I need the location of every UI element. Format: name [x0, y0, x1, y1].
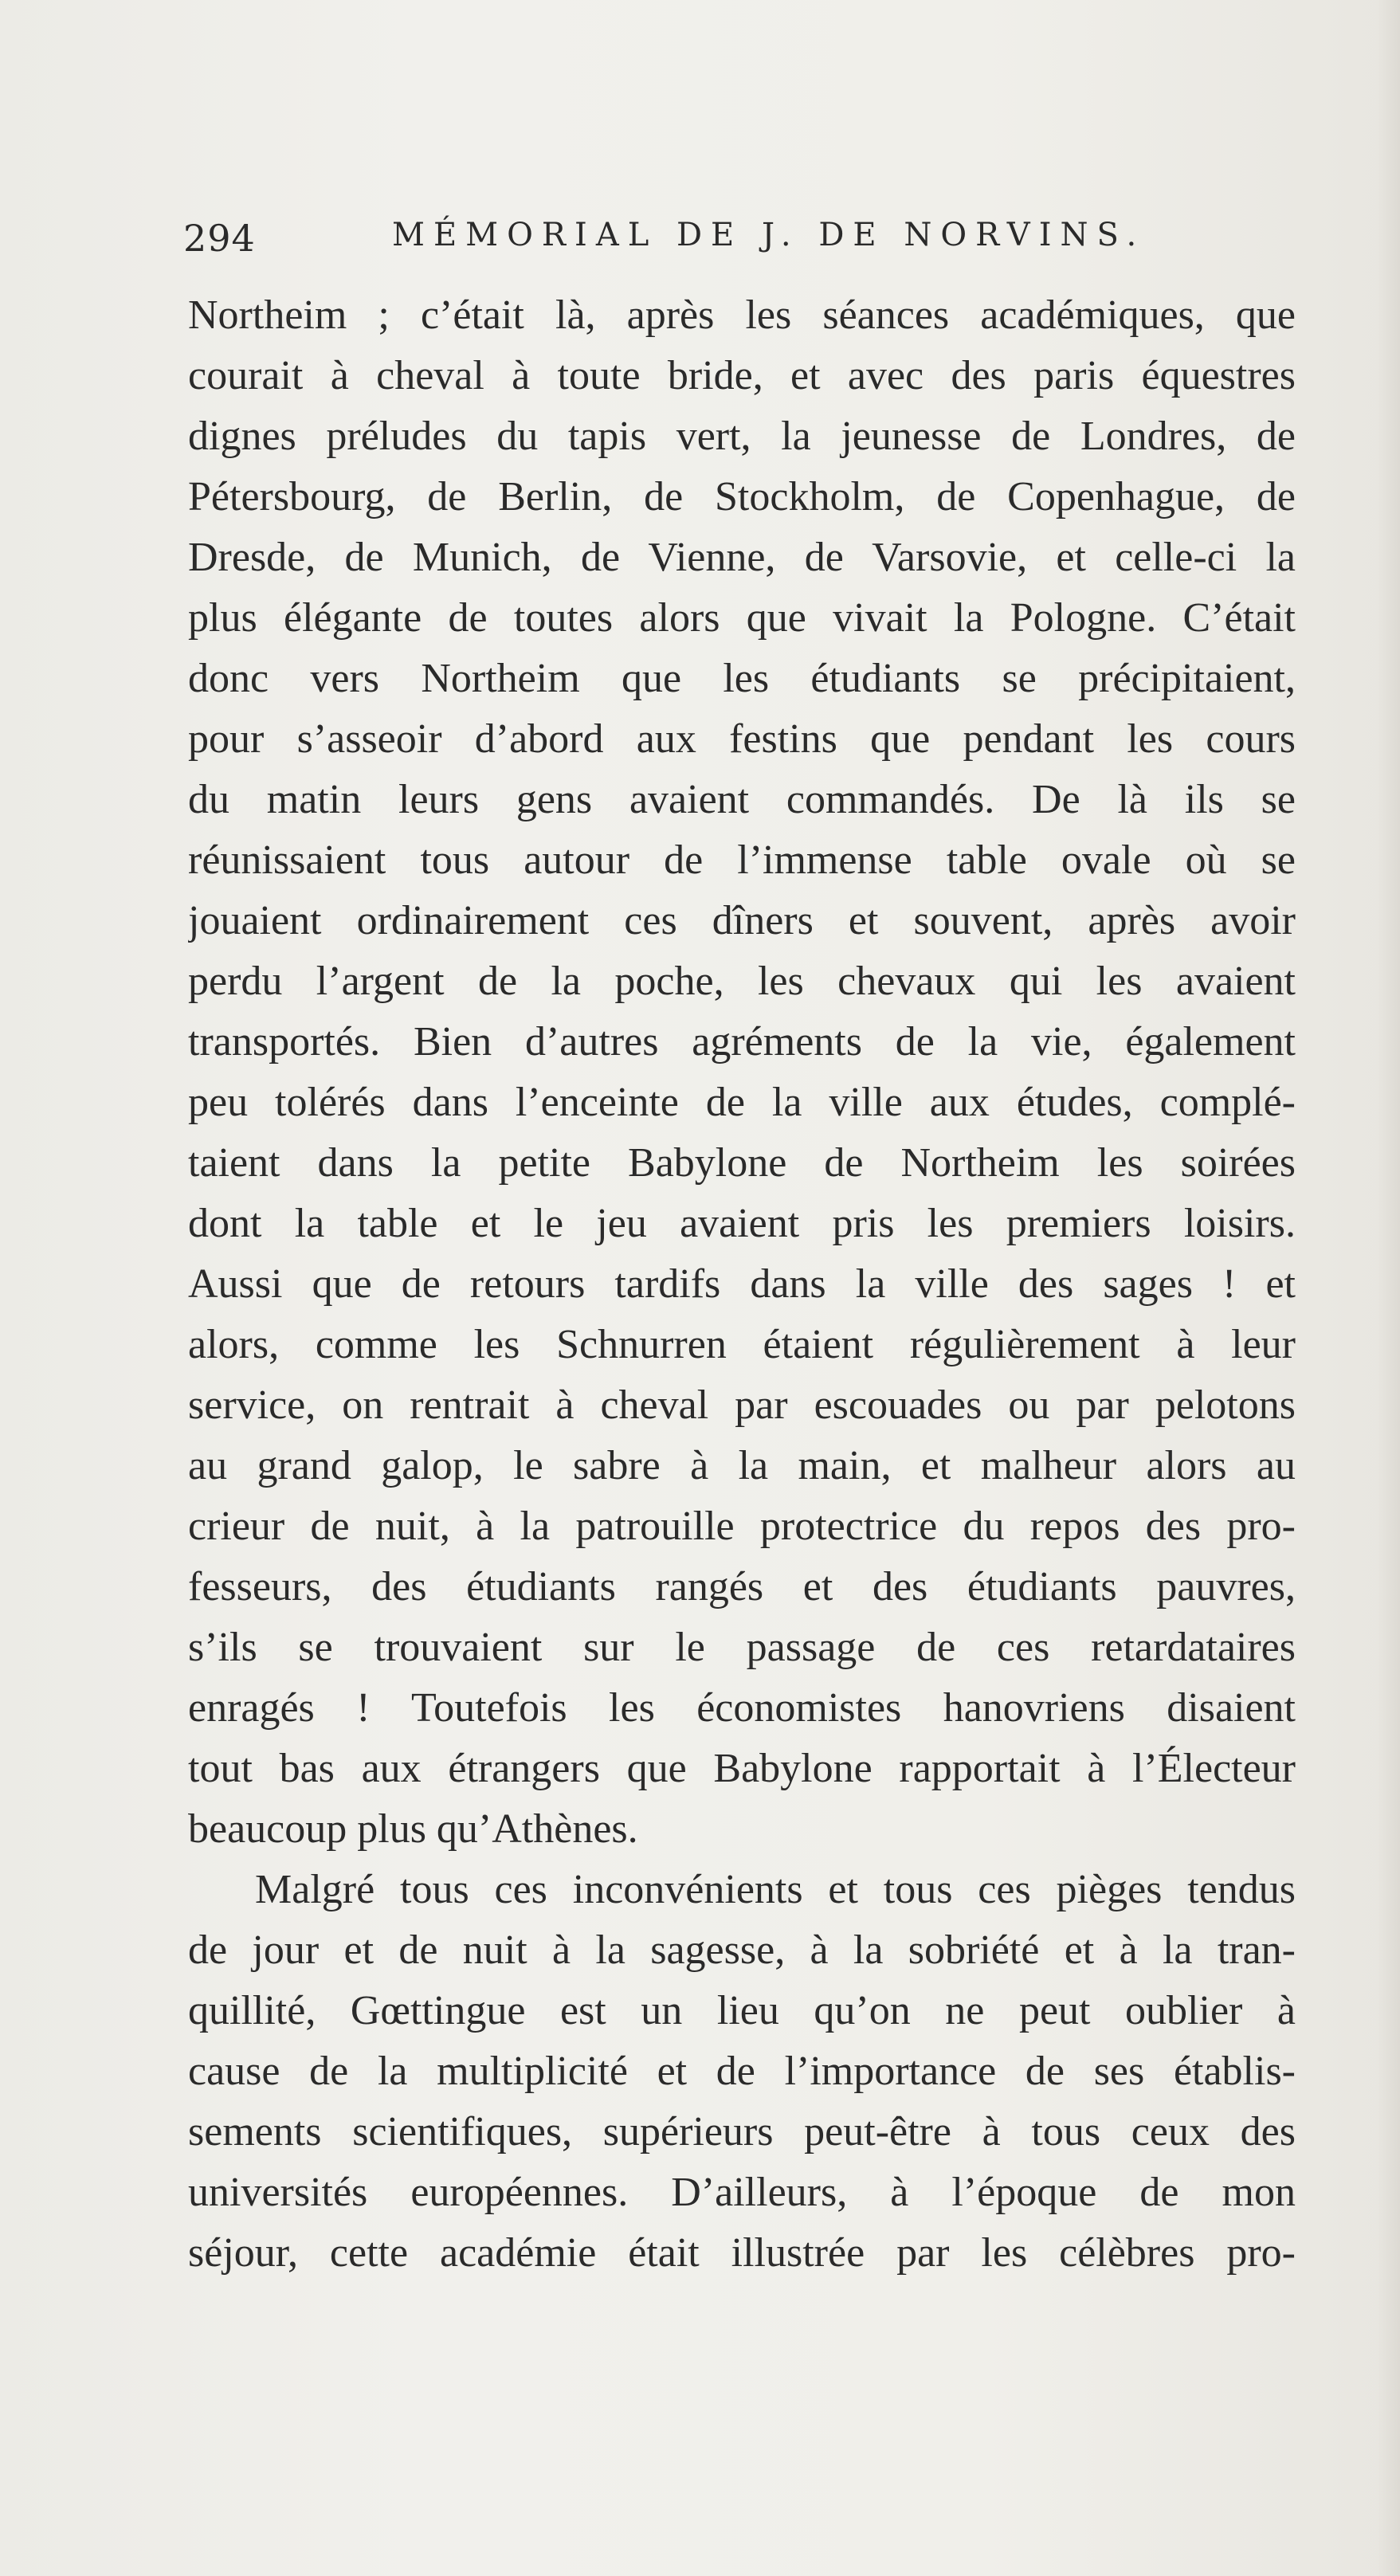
text-line: au grand galop, le sabre à la main, et malheur alors au	[188, 1443, 1296, 1488]
text-line: perdu l’argent de la poche, les chevaux qui les avaient	[188, 959, 1296, 1004]
body-text	[188, 285, 1296, 2284]
text-line: sements scientifiques, supérieurs peut-être à tous ceux des	[188, 2109, 1296, 2155]
text-line: universités européennes. D’ailleurs, à l’époque de mon	[188, 2170, 1296, 2215]
text-line: pour s’asseoir d’abord aux festins que pendant les cours	[188, 716, 1296, 762]
text-line: Pétersbourg, de Berlin, de Stockholm, de Copenhague, de	[188, 474, 1296, 520]
text-line: transportés. Bien d’autres agréments de la vie, également	[188, 1019, 1296, 1065]
text-line: Dresde, de Munich, de Vienne, de Varsovie, et celle-ci la	[188, 535, 1296, 580]
text-line: beaucoup plus qu’Athènes.	[188, 1806, 638, 1852]
text-line: fesseurs, des étudiants rangés et des étudiants pauvres,	[188, 1564, 1296, 1610]
text-line: s’ils se trouvaient sur le passage de ces retardataires	[188, 1625, 1296, 1670]
text-line: donc vers Northeim que les étudiants se précipitaient,	[188, 656, 1296, 701]
running-head: MÉMORIAL DE J. DE NORVINS.	[392, 217, 1146, 253]
text-line: jouaient ordinairement ces dîners et souvent, après avoir	[188, 898, 1296, 943]
text-line: tout bas aux étrangers que Babylone rapportait à l’Électeur	[188, 1746, 1296, 1791]
text-line: dont la table et le jeu avaient pris les premiers loisirs.	[188, 1201, 1296, 1246]
text-line: courait à cheval à toute bride, et avec des paris équestres	[188, 353, 1296, 398]
text-line: de jour et de nuit à la sagesse, à la sobriété et à la tran-	[188, 1927, 1296, 1973]
text-line: service, on rentrait à cheval par escouades ou par pelotons	[188, 1382, 1296, 1428]
text-line: alors, comme les Schnurren étaient régulièrement à leur	[188, 1322, 1296, 1367]
page-edge-shadow	[1376, 0, 1400, 2576]
text-line: du matin leurs gens avaient commandés. De là ils se	[188, 777, 1296, 822]
text-line: réunissaient tous autour de l’immense table ovale où se	[188, 837, 1296, 883]
text-line: Aussi que de retours tardifs dans la ville des sages ! et	[188, 1261, 1296, 1307]
text-line: plus élégante de toutes alors que vivait la Pologne. C’était	[188, 595, 1296, 641]
text-line: taient dans la petite Babylone de Northeim les soirées	[188, 1140, 1296, 1186]
text-line: Malgré tous ces inconvénients et tous ces pièges tendus	[255, 1867, 1296, 1912]
text-line: cause de la multiplicité et de l’importance de ses établis-	[188, 2049, 1296, 2094]
paragraph	[188, 1860, 1296, 2284]
text-line: séjour, cette académie était illustrée par les célèbres pro-	[188, 2230, 1296, 2276]
page-number: 294	[183, 217, 256, 260]
text-line: crieur de nuit, à la patrouille protectrice du repos des pro-	[188, 1504, 1296, 1549]
text-line: enragés ! Toutefois les économistes hanovriens disaient	[188, 1685, 1296, 1731]
page-header	[183, 212, 1299, 268]
text-line: dignes préludes du tapis vert, la jeunesse de Londres, de	[188, 414, 1296, 459]
text-line: Northeim ; c’était là, après les séances académiques, que	[188, 292, 1296, 338]
text-line: quillité, Gœttingue est un lieu qu’on ne peut oublier à	[188, 1988, 1296, 2033]
paragraph	[188, 285, 1296, 1860]
text-line: peu tolérés dans l’enceinte de la ville aux études, complé-	[188, 1080, 1296, 1125]
